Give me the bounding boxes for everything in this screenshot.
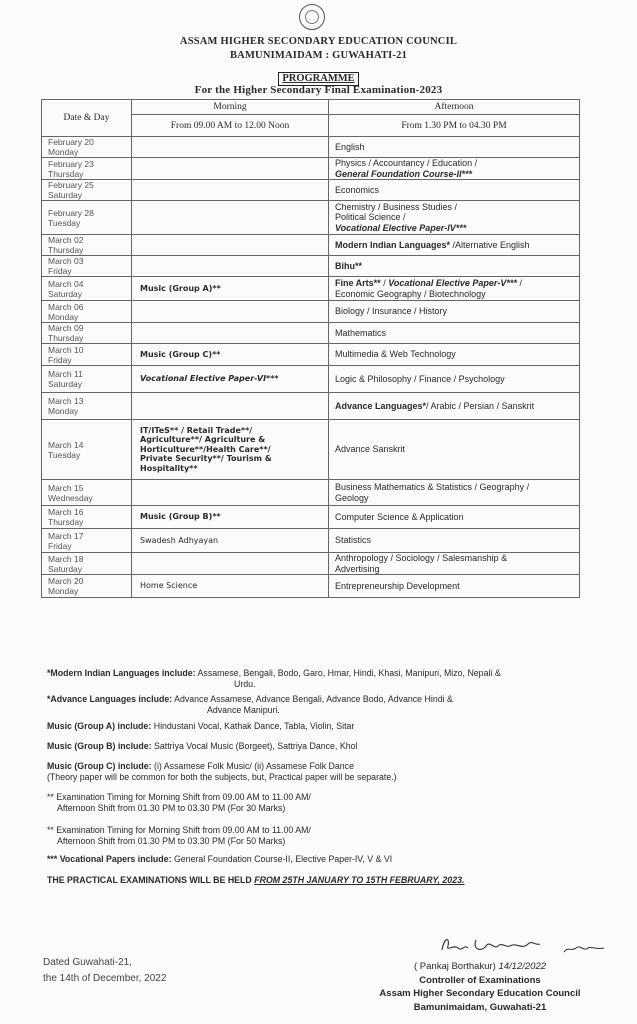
council-address: BAMUNIMAIDAM : GUWAHATI-21 [229, 50, 408, 61]
afternoon-time: From 1.30 PM to 04.30 PM [329, 115, 580, 137]
signatory-title: Controller of Examinations [419, 974, 541, 986]
afternoon-cell: Anthropology / Sociology / Salesmanship & Advertising [329, 553, 580, 575]
date-cell: March 10 Friday [42, 344, 132, 366]
schedule-row [42, 529, 580, 553]
schedule-row [42, 506, 580, 529]
date-cell: February 28 Tuesday [42, 201, 132, 235]
schedule-row [42, 201, 580, 235]
council-seal-icon [299, 4, 325, 30]
exam-schedule-table [41, 99, 580, 598]
date-cell: March 14 Tuesday [42, 420, 132, 480]
date-cell: March 06 Monday [42, 301, 132, 323]
schedule-row [42, 158, 580, 180]
date-cell: March 17 Friday [42, 529, 132, 553]
morning-cell [132, 180, 329, 201]
afternoon-cell: Chemistry / Business Studies / Political Science / Vocational Elective Paper-IV*** [329, 201, 580, 235]
signature-block [360, 960, 600, 1014]
afternoon-cell: Logic & Philosophy / Finance / Psychology [329, 366, 580, 393]
morning-cell [132, 137, 329, 158]
afternoon-cell: Entrepreneurship Development [329, 575, 580, 598]
morning-cell [132, 393, 329, 420]
col-morning-header: Morning [132, 100, 329, 115]
schedule-row [42, 420, 580, 480]
morning-cell: IT/ITeS** / Retail Trade**/ Agriculture**/ Agriculture & Horticulture**/Health Care**/ Private Security**/ Tourism & Hospitality** [132, 420, 329, 480]
handwritten-signature [436, 930, 611, 958]
signatory-address: Bamunimaidam, Guwahati-21 [413, 1001, 547, 1013]
date-cell: March 16 Thursday [42, 506, 132, 529]
schedule-row [42, 575, 580, 598]
afternoon-cell: Fine Arts** / Vocational Elective Paper-V*** / Economic Geography / Biotechnology [329, 277, 580, 301]
programme-heading: PROGRAMME [0, 68, 637, 86]
date-cell: March 20 Monday [42, 575, 132, 598]
date-cell: March 03 Friday [42, 256, 132, 277]
date-cell: March 18 Saturday [42, 553, 132, 575]
morning-cell [132, 323, 329, 344]
schedule-row [42, 366, 580, 393]
schedule-row [42, 344, 580, 366]
morning-cell: Music (Group A)** [132, 277, 329, 301]
date-cell: February 23 Thursday [42, 158, 132, 180]
date-cell: March 04 Saturday [42, 277, 132, 301]
morning-cell: Music (Group C)** [132, 344, 329, 366]
signatory-name: ( Pankaj Borthakur) 14/12/2022 [413, 961, 547, 972]
schedule-row [42, 323, 580, 344]
morning-cell: Swadesh Adhyayan [132, 529, 329, 553]
morning-cell [132, 235, 329, 256]
morning-cell [132, 480, 329, 506]
morning-cell [132, 201, 329, 235]
schedule-row [42, 553, 580, 575]
note-timing-50: ** Examination Timing for Morning Shift from 09.00 AM to 11.00 AM/ Afternoon Shift from 01.30 PM to 03.30 PM (For 50 Marks) [47, 825, 311, 846]
schedule-row [42, 480, 580, 506]
morning-cell [132, 256, 329, 277]
exam-subtitle: For the Higher Secondary Final Examination-2023 [194, 84, 443, 96]
note-practical: THE PRACTICAL EXAMINATIONS WILL BE HELD FROM 25TH JANUARY TO 15TH FEBRUARY, 2023. [47, 875, 465, 885]
note-mil: *Modern Indian Languages include: Assamese, Bengali, Bodo, Garo, Hmar, Hindi, Khasi, Manipuri, Mizo, Nepali & Urdu. [47, 668, 501, 689]
morning-time: From 09.00 AM to 12.00 Noon [132, 115, 329, 137]
note-advance-lang: *Advance Languages include: Advance Assamese, Advance Bengali, Advance Bodo, Advance Hindi & Advance Manipuri. [47, 694, 453, 715]
afternoon-cell: Biology / Insurance / History [329, 301, 580, 323]
morning-cell: Vocational Elective Paper-VI*** [132, 366, 329, 393]
schedule-row [42, 256, 580, 277]
date-cell: March 09 Thursday [42, 323, 132, 344]
schedule-row [42, 393, 580, 420]
dated-block: Dated Guwahati-21, the 14th of December, 2022 [43, 957, 167, 984]
afternoon-cell: Multimedia & Web Technology [329, 344, 580, 366]
date-cell: March 02 Thursday [42, 235, 132, 256]
afternoon-cell: Bihu** [329, 256, 580, 277]
signatory-org: Assam Higher Secondary Education Council [379, 988, 581, 999]
afternoon-cell: Economics [329, 180, 580, 201]
schedule-row [42, 180, 580, 201]
date-cell: March 15 Wednesday [42, 480, 132, 506]
afternoon-cell: Physics / Accountancy / Education / General Foundation Course-II*** [329, 158, 580, 180]
morning-cell [132, 553, 329, 575]
col-afternoon-header: Afternoon [329, 100, 580, 115]
afternoon-cell: Mathematics [329, 323, 580, 344]
afternoon-cell: Advance Sanskrit [329, 420, 580, 480]
afternoon-cell: Computer Science & Application [329, 506, 580, 529]
note-music-a: Music (Group A) include: Hindustani Vocal, Kathak Dance, Tabla, Violin, Sitar [47, 721, 355, 731]
morning-cell: Music (Group B)** [132, 506, 329, 529]
date-cell: March 13 Monday [42, 393, 132, 420]
date-cell: March 11 Saturday [42, 366, 132, 393]
afternoon-cell: Modern Indian Languages* /Alternative English [329, 235, 580, 256]
morning-cell [132, 158, 329, 180]
note-vocational: *** Vocational Papers include: General Foundation Course-II, Elective Paper-IV, V & VI [47, 854, 393, 864]
afternoon-cell: Advance Languages*/ Arabic / Persian / Sanskrit [329, 393, 580, 420]
schedule-row [42, 277, 580, 301]
schedule-row [42, 235, 580, 256]
date-cell: February 20 Monday [42, 137, 132, 158]
schedule-row [42, 301, 580, 323]
note-music-c: Music (Group C) include: (i) Assamese Folk Music/ (ii) Assamese Folk Dance (Theory paper will be common for both the subjects, but, Practical paper will be separate.) [47, 761, 397, 782]
note-music-b: Music (Group B) include: Sattriya Vocal Music (Borgeet), Sattriya Dance, Khol [47, 741, 358, 751]
council-name: ASSAM HIGHER SECONDARY EDUCATION COUNCIL [179, 36, 458, 47]
col-date-header: Date & Day [42, 100, 132, 137]
note-timing-30: ** Examination Timing for Morning Shift from 09.00 AM to 11.00 AM/ Afternoon Shift from 01.30 PM to 03.30 PM (For 30 Marks) [47, 792, 311, 813]
schedule-row [42, 137, 580, 158]
afternoon-cell: Statistics [329, 529, 580, 553]
morning-cell: Home Science [132, 575, 329, 598]
date-cell: February 25 Saturday [42, 180, 132, 201]
afternoon-cell: English [329, 137, 580, 158]
morning-cell [132, 301, 329, 323]
afternoon-cell: Business Mathematics & Statistics / Geography / Geology [329, 480, 580, 506]
